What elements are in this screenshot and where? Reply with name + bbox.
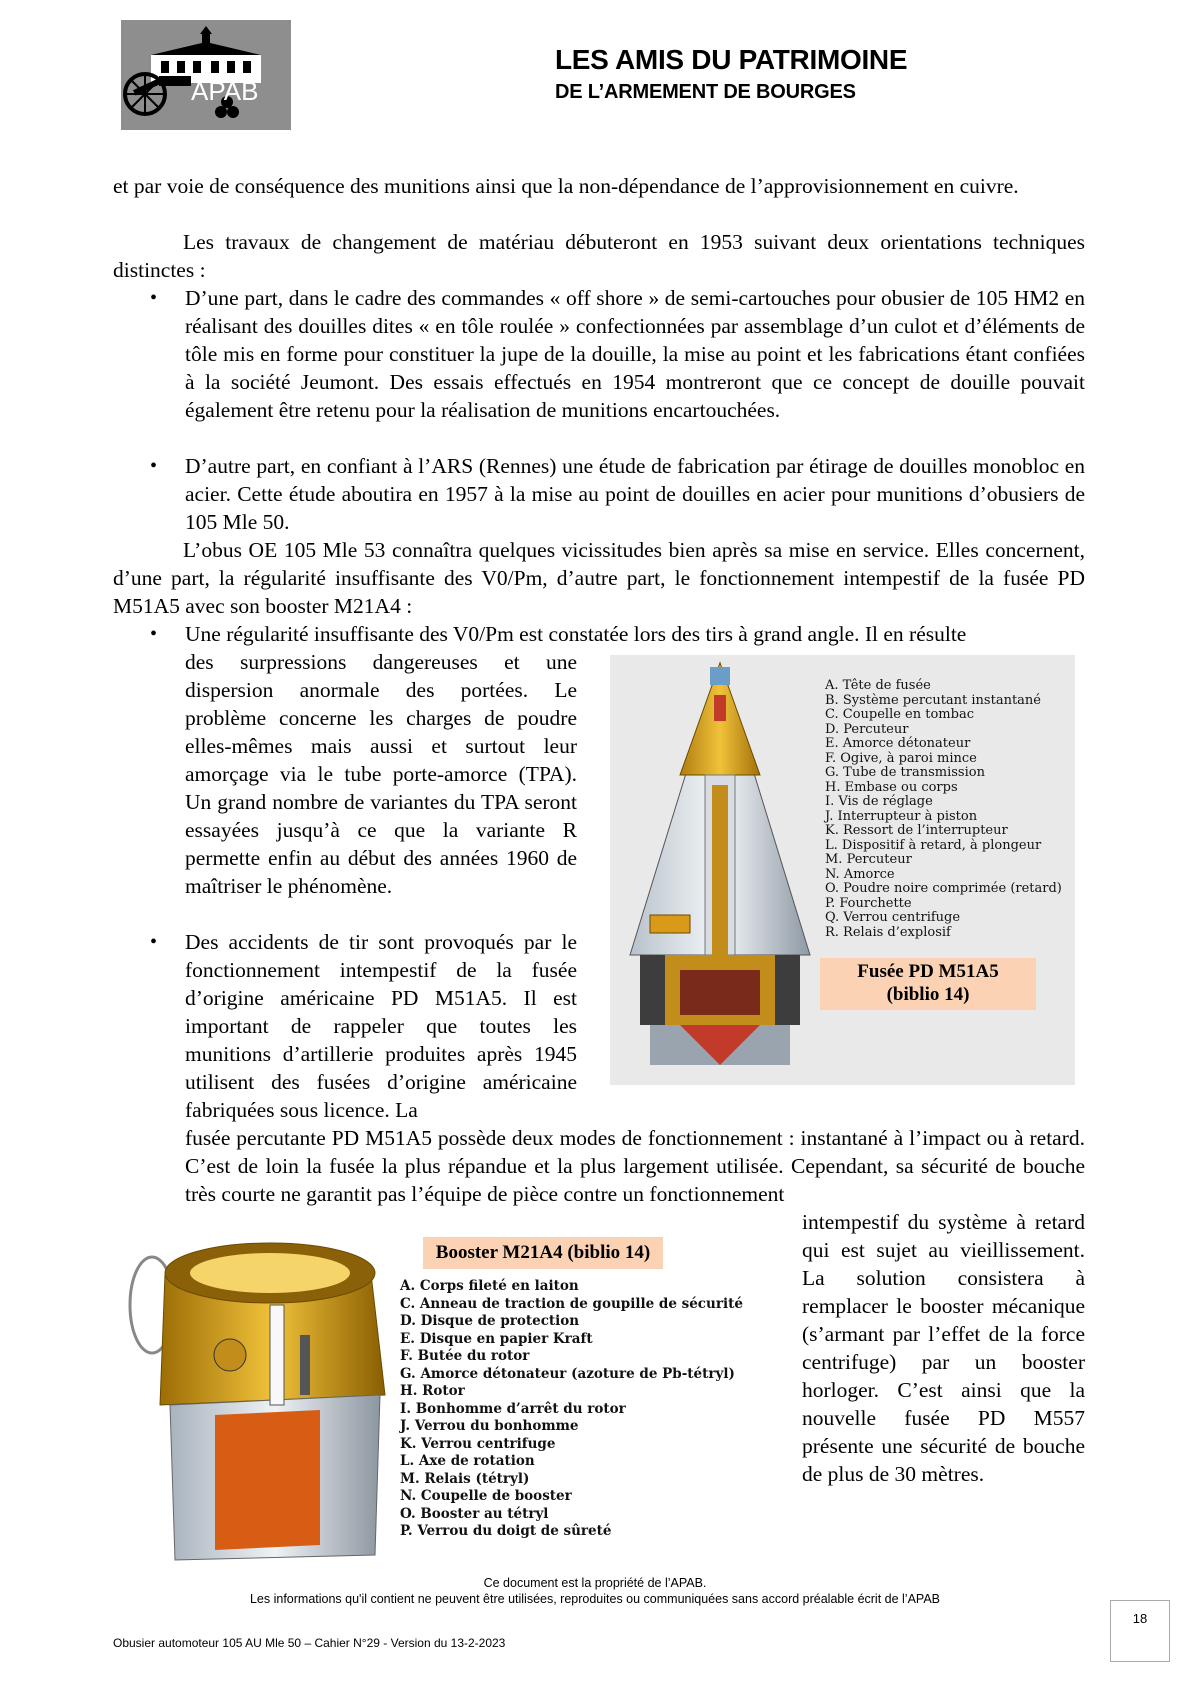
legend-item: P. Verrou du doigt de sûreté (400, 1523, 612, 1539)
paragraph-obus: L’obus OE 105 Mle 53 connaîtra quelques vicissitudes bien après sa mise en service. Elles concernent, d’une part, la régularité insuffisante des V0/Pm, d’autre part, le fonctionnement intempestif de la fusée PD M51A5 avec son booster M21A4 : (113, 538, 1085, 618)
bullet-v0-rest: des surpressions dangereuses et une dispersion anormale des portées. Le problème concerne les charges de poudre elles-mêmes mais aussi et surtout leur amorçage via le tube porte-amorce (TPA). Un grand nombre de variantes du TPA seront essayées jusqu’à ce que la variante R permette enfin au début des années 1960 de maîtriser le phénomène. (185, 650, 577, 898)
legend-item: B. Système percutant instantané (825, 692, 1041, 708)
legend-item: F. Ogive, à paroi mince (825, 750, 977, 766)
bullet-ars: D’autre part, en confiant à l’ARS (Rennes) une étude de fabrication par étirage de douilles monobloc en acier. Cette étude aboutira en 1957 à la mise au point de douilles en acier pour munitions d’obusiers de 105 Mle 50. (185, 454, 1085, 534)
legend-item: D. Disque de protection (400, 1313, 580, 1329)
legend-item: J. Interrupteur à piston (825, 808, 978, 824)
paragraph-intro: et par voie de conséquence des munitions ainsi que la non-dépendance de l’approvisionnement en cuivre. (113, 174, 1019, 198)
booster-legend (400, 1278, 743, 1541)
fuse-legend (825, 679, 1062, 940)
legend-item: E. Disque en papier Kraft (400, 1330, 593, 1347)
legend-item: R. Relais d’explosif (825, 924, 951, 940)
legend-item: K. Verrou centrifuge (400, 1435, 556, 1452)
footer-rights: Les informations qu'il contient ne peuvent être utilisées, reproduites ou communiquées sans accord préalable écrit de l’APAB (249, 1592, 941, 1606)
legend-item: J. Verrou du bonhomme (400, 1418, 579, 1434)
legend-item: M. Relais (tétryl) (400, 1470, 530, 1487)
logo-text: APAB (191, 76, 259, 106)
paragraph-works: Les travaux de changement de matériau débuteront en 1953 suivant deux orientations techniques distinctes : (113, 230, 1085, 282)
legend-item: M. Percuteur (825, 852, 912, 867)
header-subtitle: DE L’ARMEMENT DE BOURGES (555, 81, 856, 103)
legend-item: I. Vis de réglage (825, 794, 933, 809)
bullet-dot: • (150, 455, 158, 477)
bullet-dot: • (150, 287, 158, 309)
bullet-dot: • (150, 623, 158, 645)
header-title: LES AMIS DU PATRIMOINE (555, 44, 908, 75)
page-number: 18 (1132, 1611, 1148, 1626)
legend-item: K. Ressort de l’interrupteur (825, 823, 1008, 838)
bullet-accidents-narrow: Des accidents de tir sont provoqués par le fonctionnement intempestif de la fusée d’origine américaine PD M51A5. Il est important de rappeler que toutes les munitions d’artillerie produites après 1945 utilisent des fusées d’origine américaine fabriquées sous licence. La (185, 930, 577, 1122)
fuse-caption (820, 958, 1036, 1010)
legend-item: O. Booster au tétryl (400, 1505, 549, 1522)
legend-item: O. Poudre noire comprimée (retard) (825, 881, 1062, 896)
apab-logo (121, 20, 291, 130)
legend-item: Q. Verrou centrifuge (825, 910, 961, 925)
legend-item: F. Butée du rotor (400, 1348, 530, 1364)
legend-item: H. Rotor (400, 1383, 465, 1399)
legend-item: D. Percuteur (825, 721, 909, 737)
fuse-cutaway-drawing (610, 655, 820, 1085)
booster-cutaway-drawing (120, 1225, 420, 1570)
legend-item: E. Amorce détonateur (825, 736, 971, 751)
bullet-accidents-right: intempestif du système à retard qui est sujet au vieillissement. La solution consistera à remplacer le booster mécanique (s’armant par l’effet de la force centrifuge) par un booster horloger. C’est ainsi que la nouvelle fusée PD M557 présente une sécurité de bouche de plus de 30 mètres. (802, 1210, 1085, 1486)
legend-item: L. Axe de rotation (400, 1453, 535, 1469)
legend-item: A. Tête de fusée (825, 678, 931, 693)
legend-item: L. Dispositif à retard, à plongeur (825, 837, 1042, 853)
legend-item: C. Anneau de traction de goupille de sécurité (400, 1295, 743, 1312)
bullet-offshore: D’une part, dans le cadre des commandes « off shore » de semi-cartouches pour obusier de 105 HM2 en réalisant des douilles dites « en tôle roulée » confectionnées par assemblage d’un culot et d’éléments de tôle mis en forme pour constituer la jupe de la douille, la mise au point et les fabrications étant confiées à la société Jeumont. Des essais effectués en 1954 montreront que ce concept de douille pouvait également être retenu pour la réalisation de munitions encartouchées. (185, 286, 1085, 422)
legend-item: G. Amorce détonateur (azoture de Pb-tétryl) (400, 1365, 735, 1382)
legend-item: N. Coupelle de booster (400, 1488, 572, 1504)
booster-caption: Booster M21A4 (biblio 14) (423, 1237, 663, 1269)
bullet-v0-line1: Une régularité insuffisante des V0/Pm est constatée lors des tirs à grand angle. Il en résulte (185, 622, 967, 646)
footer-doc-reference: Obusier automoteur 105 AU Mle 50 – Cahier N°29 - Version du 13-2-2023 (113, 1636, 506, 1650)
page-number-box (1110, 1600, 1170, 1662)
booster-figure (120, 1225, 780, 1570)
legend-item: H. Embase ou corps (825, 779, 958, 795)
bullet-accidents-wide: fusée percutante PD M51A5 possède deux modes de fonctionnement : instantané à l’impact ou à retard. C’est de loin la fusée la plus répandue et la plus largement utilisée. Cependant, sa sécurité de bouche très courte ne garantit pas l’équipe de pièce contre un fonctionnement (185, 1126, 1085, 1206)
legend-item: N. Amorce (825, 866, 895, 882)
fuse-caption-line1: Fusée PD M51A5 (857, 961, 999, 982)
bullet-dot: • (150, 931, 158, 953)
footer-ownership: Ce document est la propriété de l’APAB. (483, 1576, 707, 1590)
legend-item: G. Tube de transmission (825, 765, 985, 780)
legend-item: I. Bonhomme d’arrêt du rotor (400, 1400, 626, 1417)
legend-item: P. Fourchette (825, 895, 912, 911)
logo-graphic (121, 20, 291, 130)
legend-item: C. Coupelle en tombac (825, 707, 974, 722)
fuse-figure (610, 655, 1075, 1085)
legend-item: A. Corps fileté en laiton (400, 1278, 579, 1294)
fuse-caption-line2: (biblio 14) (886, 984, 970, 1005)
